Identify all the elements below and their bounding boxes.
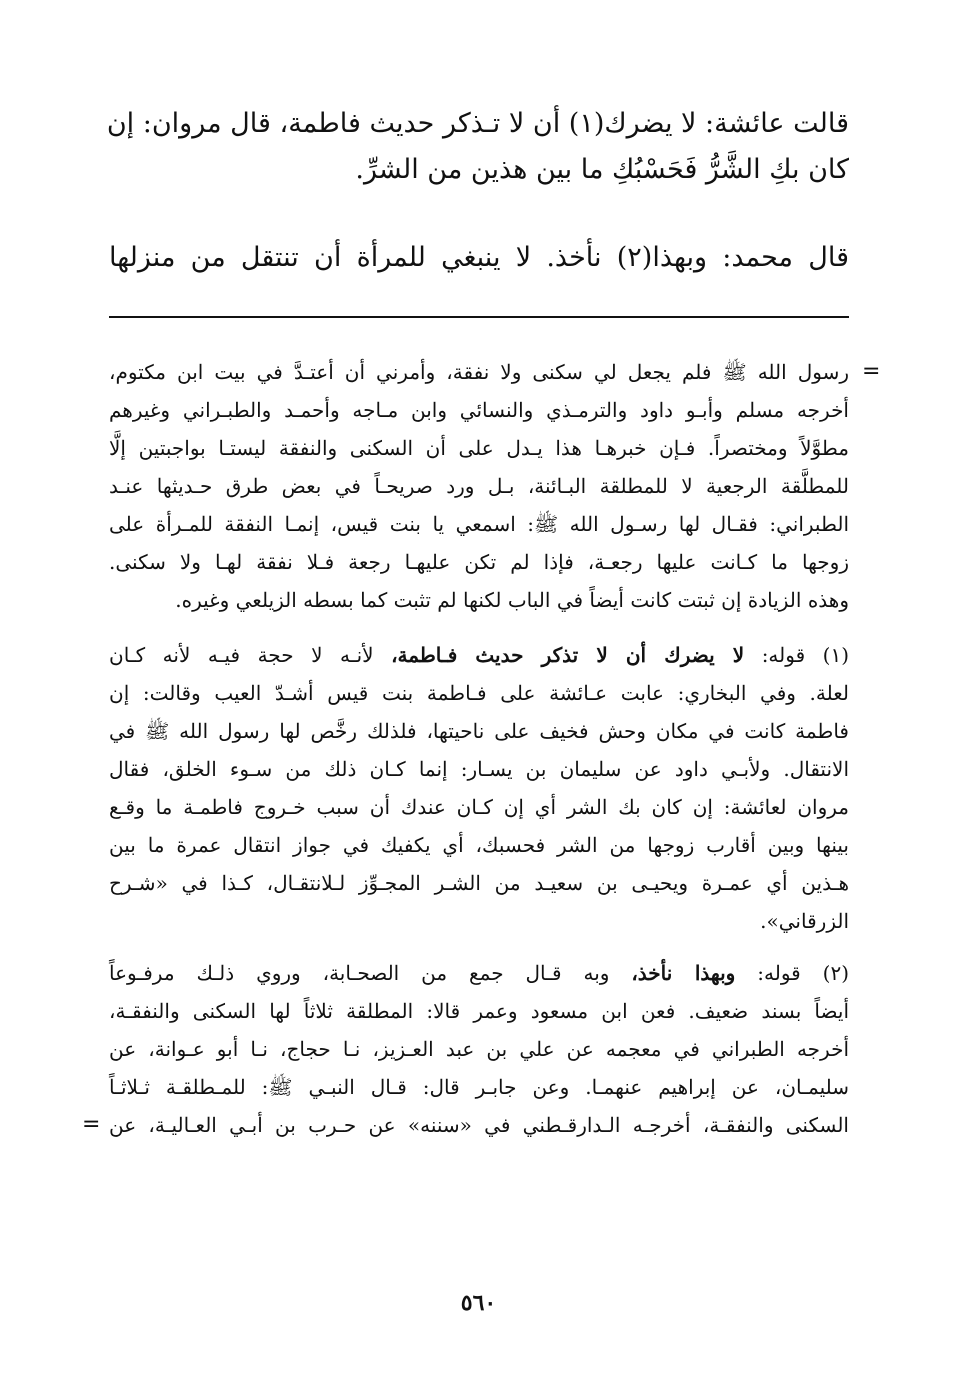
footnote-line: بينها وبين أقارب زوجها من الشر فحسبك، أي يكفيك في جواز انتقال عمرة ما بين	[109, 833, 849, 857]
footnote-line: الزرقاني».	[760, 909, 849, 933]
end-continuation-marker: =	[82, 1112, 101, 1137]
footnote-line: مروان لعائشة: إن كان بك الشر أي إن كـان عندك أن سبب خـروج فاطمـة ما وقـع	[109, 795, 849, 819]
footnote-line: مطوَّلاً ومختصراً. فـإن خبرهـا هذا يـدل على أن السكنى والنفقة ليستـا بواجبتين إلَّا	[109, 436, 849, 460]
footnote-line: الانتقال. ولأبـي داود عن سليمان بن يسـار: إنما كـان ذلك من سـوء الخلق، فقال	[109, 757, 849, 781]
page-number: ٥٦٠	[460, 1290, 497, 1316]
footnote-line: فاطمة كانت في مكان وحش فخيف على ناحيتها، فلذلك رخَّص لها رسول الله ﷺ في	[109, 719, 849, 743]
footnote-line: الطبراني: فقـال لها رسـول الله ﷺ: اسمعي يا بنت قيس، إنمـا النفقة للمـرأة على	[109, 512, 849, 536]
footnote-line: أخرجه الطبراني في معجمه عن علي بن عبد العـزيز، نـا حجاج، نـا أبو عـوانة، عن	[109, 1037, 850, 1061]
footnote-2-quote: وبهذا نأخذ،	[631, 961, 736, 985]
main-text-line: قال محمد: وبهذا(٢) نأخذ. لا ينبغي للمرأة أن تنتقل من منزلها	[109, 242, 849, 273]
footnote-1-quote: لا يضرك أن لا تذكر حديث فـاطمة،	[391, 643, 745, 667]
footnote-2-first-line	[109, 958, 849, 988]
footnote-1-first-line	[109, 640, 849, 670]
main-text-line: كان بكِ الشَّرُّ فَحَسْبُكِ ما بين هذين من الشرِّ.	[355, 154, 849, 185]
footnote-separator	[109, 316, 849, 318]
footnote-line: أخرجه مسلم وأبـو داود والترمـذي والنسائي وابن مـاجه وأحمـد والطبـراني وغيرهم	[109, 398, 849, 422]
footnote-line: وهذه الزيادة إن ثبتت كانت أيضاً في الباب لكنها لم تثبت كما بسطه الزيلعي وغيره.	[175, 588, 849, 612]
footnote-line: لعلة. وفي البخاري: عابت عـائشة على فـاطمة بنت قيس أشـدّ العيب وقالت: إن	[109, 681, 849, 705]
continuation-marker: =	[862, 359, 881, 384]
footnote-2-text: وبه قـال جمع من الصحـابة، وروي ذلـك مرفـوعاً	[109, 961, 610, 985]
main-text-line: قالت عائشة: لا يضرك(١) أن لا تـذكر حديث فاطمة، قال مروان: إن	[106, 108, 849, 139]
footnote-line: هـذين أي عمـرة ويحيـى بن سعيـد من الشـر المجـوِّز لـلانتقـال، كـذا في «شـرح	[109, 871, 849, 895]
footnote-2-label: (٢) قوله:	[757, 961, 849, 985]
footnote-line: رسول الله ﷺ فلم يجعل لي سكنى ولا نفقة، وأمرني أن أعتـدَّ في بيت ابن مكتوم،	[109, 360, 849, 384]
footnote-1-label: (١) قوله:	[761, 643, 850, 667]
footnote-line: السكنى والنفقـة، أخرجـه الـدارقـطني في «سننه» عن حـرب بن أبـي العـاليـة، عن	[109, 1113, 849, 1137]
footnote-line: للمطلَّقة الرجعية لا للمطلقة البـائنة، بـل ورد صريحـاً في بعض طرق حـديثها عنـد	[109, 474, 849, 498]
footnote-1-text: لأنـه لا حجة فيـه لأنه كـان	[109, 643, 374, 667]
footnote-line: زوجها ما كـانت عليها رجعـة، فإذا لم تكن عليهـا رجعة فـلا نفقة لهـا ولا سكنى.	[109, 550, 849, 574]
footnote-line: سليمـان، عن إبراهيم عنهمـا. وعن جابـر قال: قـال النبـي ﷺ: للمـطلقـة ثـلاثـاً	[109, 1075, 849, 1099]
footnote-line: أيضاً بسند ضعيف. فعن ابن مسعود وعمر قالا: المطلقة ثلاثاً لها السكنى والنفقـة،	[109, 999, 849, 1023]
